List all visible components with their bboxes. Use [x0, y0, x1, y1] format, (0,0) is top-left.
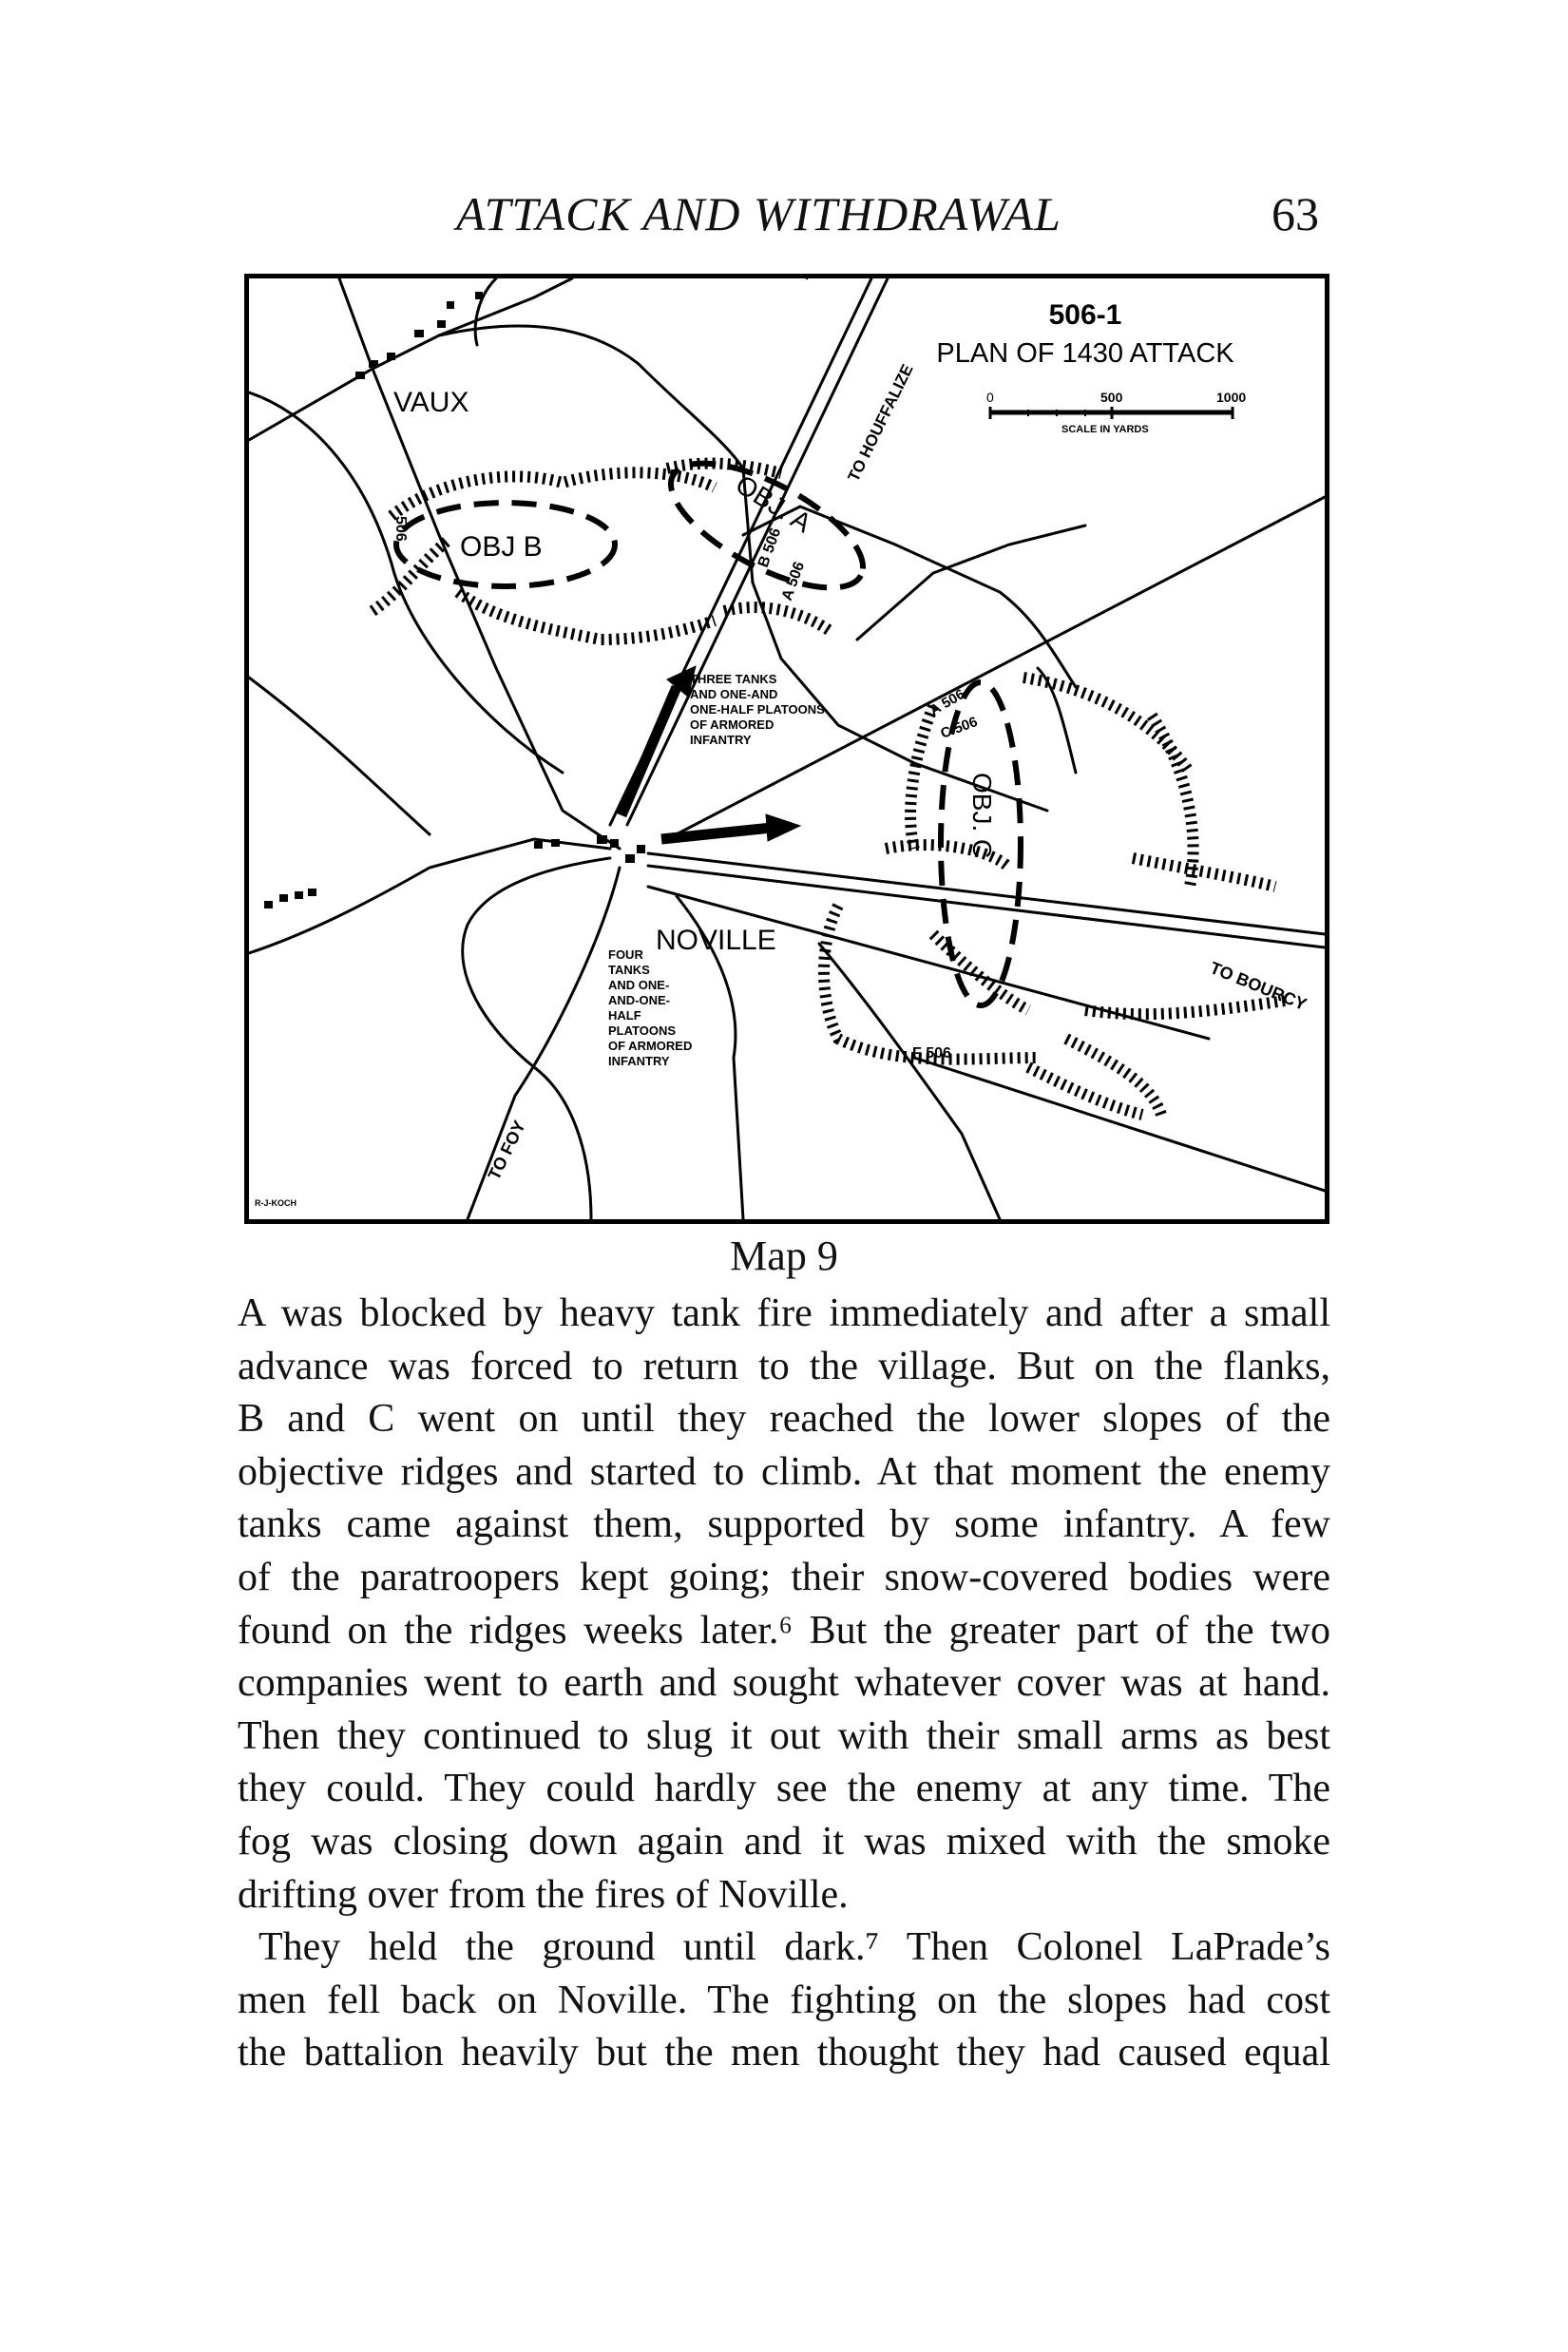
scale-mid: 500 — [1100, 390, 1123, 405]
road-far-west — [249, 678, 430, 834]
svg-text:HALF: HALF — [608, 1008, 641, 1023]
place-vaux: VAUX — [393, 387, 469, 418]
page-header — [0, 186, 1568, 253]
svg-text:INFANTRY: INFANTRY — [690, 733, 752, 747]
text-line: objective ridges and started to climb. At that moment the enemy — [238, 1449, 1330, 1494]
text-line: tanks came against them, supported by some infantry. A few — [238, 1502, 1330, 1547]
text-line: companies went to earth and sought whatever cover was at hand. — [238, 1661, 1330, 1706]
map-drawing — [249, 278, 1325, 1219]
unit-a506-road: A 506 — [778, 559, 809, 603]
road-north-vaux-spur — [475, 278, 496, 345]
svg-text:TANKS: TANKS — [608, 963, 650, 977]
scale-end: 1000 — [1216, 390, 1247, 405]
unit-a506: A 506 — [927, 685, 968, 719]
text-line: fog was closing down again and it was mixed with the smoke — [238, 1819, 1330, 1864]
unit-f506: F 506 — [912, 1045, 951, 1061]
text-line: advance was forced to return to the village. But on the flanks, — [238, 1344, 1330, 1388]
annotation-three-tanks — [690, 672, 825, 747]
svg-text:ONE-HALF PLATOONS: ONE-HALF PLATOONS — [690, 702, 825, 717]
artist-mark: R-J-KOCH — [255, 1198, 296, 1208]
paragraph-2 — [238, 1922, 1330, 2080]
road-winding — [463, 858, 610, 1219]
svg-text:FOUR: FOUR — [608, 947, 643, 962]
text-line: men fell back on Noville. The fighting on the slopes had cost — [238, 1978, 1330, 2022]
svg-text:OF ARMORED: OF ARMORED — [608, 1039, 693, 1053]
text-line: drifting over from the fires of Noville. — [238, 1872, 849, 1917]
road-label-foy: TO FOY — [484, 1118, 529, 1183]
running-title: ATTACK AND WITHDRAWAL — [456, 187, 1061, 240]
unit-506-west: 506 — [392, 516, 409, 542]
place-noville: NOVILLE — [656, 925, 776, 956]
objective-c-label: OBJ. C — [967, 773, 997, 859]
text-line: the battalion heavily but the men thought they had caused equal — [238, 2031, 1330, 2075]
attack-arrows — [621, 278, 814, 841]
svg-text:PLATOONS: PLATOONS — [608, 1023, 677, 1038]
objective-b-label: OBJ B — [460, 531, 543, 563]
objective-a-label: OBJ. A — [730, 468, 817, 539]
vaux-buildings — [355, 292, 483, 379]
road-houffalize-edge — [627, 278, 888, 825]
map-subtitle: PLAN OF 1430 ATTACK — [936, 338, 1234, 369]
text-line: found on the ridges weeks later.⁶ But the greater part of the two — [238, 1608, 1330, 1653]
text-line: Then they continued to slug it out with their small arms as best — [238, 1713, 1330, 1758]
body-text — [238, 1288, 1330, 2080]
road-label-bourcy: TO BOURCY — [1207, 958, 1310, 1015]
svg-text:AND ONE-: AND ONE- — [608, 978, 670, 992]
page-number: 63 — [1272, 187, 1319, 240]
svg-text:THREE TANKS: THREE TANKS — [690, 672, 777, 686]
road-east-spur — [819, 944, 1000, 1219]
svg-text:INFANTRY: INFANTRY — [608, 1054, 670, 1068]
scale-bar — [986, 390, 1246, 435]
map-figure — [244, 274, 1329, 1224]
road-east-bourcy — [648, 853, 1325, 934]
text-line: they could. They could hardly see the enemy at any time. The — [238, 1767, 1330, 1811]
road-se-long — [914, 1058, 1325, 1191]
road-north-curve — [439, 326, 743, 468]
paragraph-1 — [238, 1288, 1330, 1922]
text-line: A was blocked by heavy tank fire immediately and after a small — [238, 1291, 1330, 1335]
svg-text:OF ARMORED: OF ARMORED — [690, 717, 774, 732]
road-label-houffalize: TO HOUFFALIZE — [844, 361, 917, 485]
unit-c506: C 506 — [938, 714, 980, 742]
map-caption: Map 9 — [730, 1233, 838, 1279]
unit-b506: B 506 — [755, 526, 785, 570]
scale-label: SCALE IN YARDS — [1061, 424, 1149, 435]
road-vaux-north — [339, 278, 373, 369]
text-line: of the paratroopers kept going; their snow-covered bodies were — [238, 1555, 1330, 1599]
text-line: B and C went on until they reached the lower slopes of the — [238, 1397, 1330, 1442]
annotation-four-tanks — [608, 947, 692, 1068]
scale-start: 0 — [986, 390, 994, 405]
svg-text:AND ONE-AND: AND ONE-AND — [690, 687, 778, 701]
text-line: They held the ground until dark.⁷ Then Colonel LaPrade’s — [258, 1925, 1330, 1970]
svg-text:AND-ONE-: AND-ONE- — [608, 993, 670, 1007]
map-title: 506-1 — [1048, 299, 1122, 331]
